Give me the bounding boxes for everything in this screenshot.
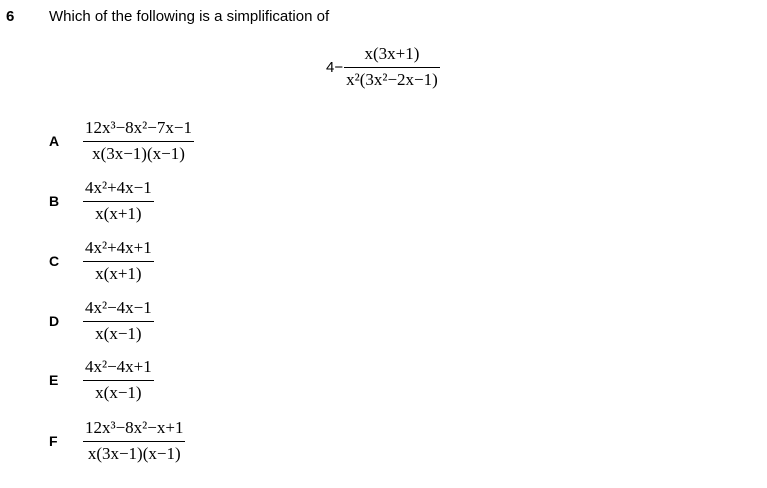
option-numerator: 4x²+4x+1 <box>85 238 152 257</box>
option-numerator: 4x²+4x−1 <box>85 178 152 197</box>
option-letter: F <box>49 433 58 449</box>
option-denominator: x(x+1) <box>83 201 154 224</box>
option-letter: D <box>49 313 60 329</box>
option-letter: C <box>49 253 60 269</box>
answer-option-c[interactable] <box>49 238 154 284</box>
answer-option-a[interactable] <box>49 118 194 164</box>
answer-option-f[interactable] <box>49 418 185 464</box>
option-letter: E <box>49 372 59 388</box>
option-fraction <box>83 178 154 224</box>
option-numerator: 4x²−4x−1 <box>85 298 152 317</box>
question-expression <box>326 44 440 90</box>
option-letter: A <box>49 133 60 149</box>
question-number: 6 <box>6 8 15 25</box>
answer-option-e[interactable] <box>49 357 154 403</box>
answer-option-d[interactable] <box>49 298 154 344</box>
option-fraction <box>83 118 194 164</box>
option-numerator: 12x³−8x²−7x−1 <box>85 118 192 137</box>
option-fraction <box>83 357 154 403</box>
option-denominator: x(x−1) <box>83 380 154 403</box>
expression-numerator: x(3x+1) <box>364 44 420 63</box>
answer-option-b[interactable] <box>49 178 154 224</box>
option-denominator: x(3x−1)(x−1) <box>83 141 194 164</box>
question-text: Which of the following is a simplification of <box>49 8 330 25</box>
option-fraction <box>83 418 185 464</box>
expression-lead: 4− <box>326 58 344 76</box>
option-numerator: 4x²−4x+1 <box>85 357 152 376</box>
option-fraction <box>83 298 154 344</box>
option-denominator: x(x−1) <box>83 321 154 344</box>
option-letter: B <box>49 193 60 209</box>
option-numerator: 12x³−8x²−x+1 <box>85 418 184 437</box>
option-fraction <box>83 238 154 284</box>
option-denominator: x(3x−1)(x−1) <box>83 441 185 464</box>
option-denominator: x(x+1) <box>83 261 154 284</box>
expression-fraction <box>344 44 440 90</box>
expression-denominator: x²(3x²−2x−1) <box>344 67 440 90</box>
